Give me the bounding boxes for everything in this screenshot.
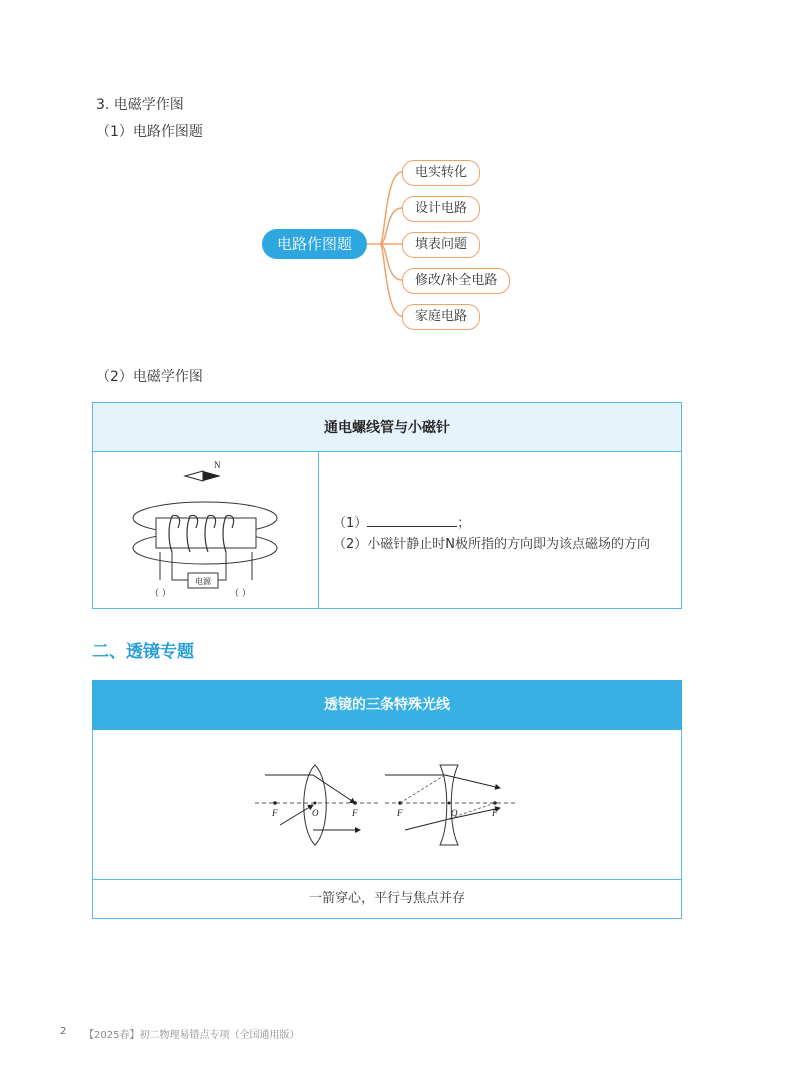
mindmap-node-2: 设计电路 — [402, 196, 480, 222]
table2-footer: 一箭穿心，平行与焦点并存 — [92, 879, 682, 919]
mindmap-node-1: 电实转化 — [402, 160, 480, 186]
power-label: 电源 — [195, 577, 211, 586]
n-label: N — [214, 460, 221, 470]
subheading-electromagnetism: （2）电磁学作图 — [96, 369, 203, 385]
convex-f-right: F — [352, 808, 358, 818]
convex-f-left: F — [272, 808, 278, 818]
mindmap-node-3: 填表问题 — [402, 232, 480, 258]
question-2: （2）小磁针静止时N极所指的方向即为该点磁场的方向 — [333, 537, 650, 552]
subheading-circuit: （1）电路作图题 — [96, 124, 203, 140]
mindmap-node-4: 修改/补全电路 — [402, 268, 510, 294]
page-number: 2 — [60, 1026, 67, 1037]
convex-lens — [255, 765, 380, 845]
question-1-suffix: ； — [457, 516, 471, 531]
page-footer: 【2025春】初二物理易错点专项（全国通用版） — [84, 1030, 300, 1041]
left-bracket: （ ） — [150, 589, 171, 599]
table2-header: 透镜的三条特殊光线 — [92, 680, 682, 730]
concave-lens — [385, 765, 515, 845]
concave-f-right: F — [492, 808, 498, 818]
compass-needle-icon — [185, 460, 221, 481]
mindmap-node-5: 家庭电路 — [402, 304, 480, 330]
table1-divider — [318, 451, 319, 609]
right-bracket: （ ） — [230, 589, 251, 599]
concave-o: O — [451, 808, 458, 818]
table1-header: 通电螺线管与小磁针 — [92, 402, 682, 452]
convex-o: O — [312, 808, 319, 818]
mindmap-center-node: 电路作图题 — [262, 229, 367, 259]
section-heading: 3. 电磁学作图 — [96, 97, 184, 113]
concave-f-left: F — [397, 808, 403, 818]
lens-rays-figure — [250, 760, 530, 850]
question-1-prefix: （1） — [333, 516, 368, 531]
question-1 — [333, 512, 470, 531]
section-lens-title: 二、透镜专题 — [92, 642, 194, 662]
solenoid-figure — [120, 456, 300, 604]
fill-in-blank[interactable] — [367, 512, 457, 527]
